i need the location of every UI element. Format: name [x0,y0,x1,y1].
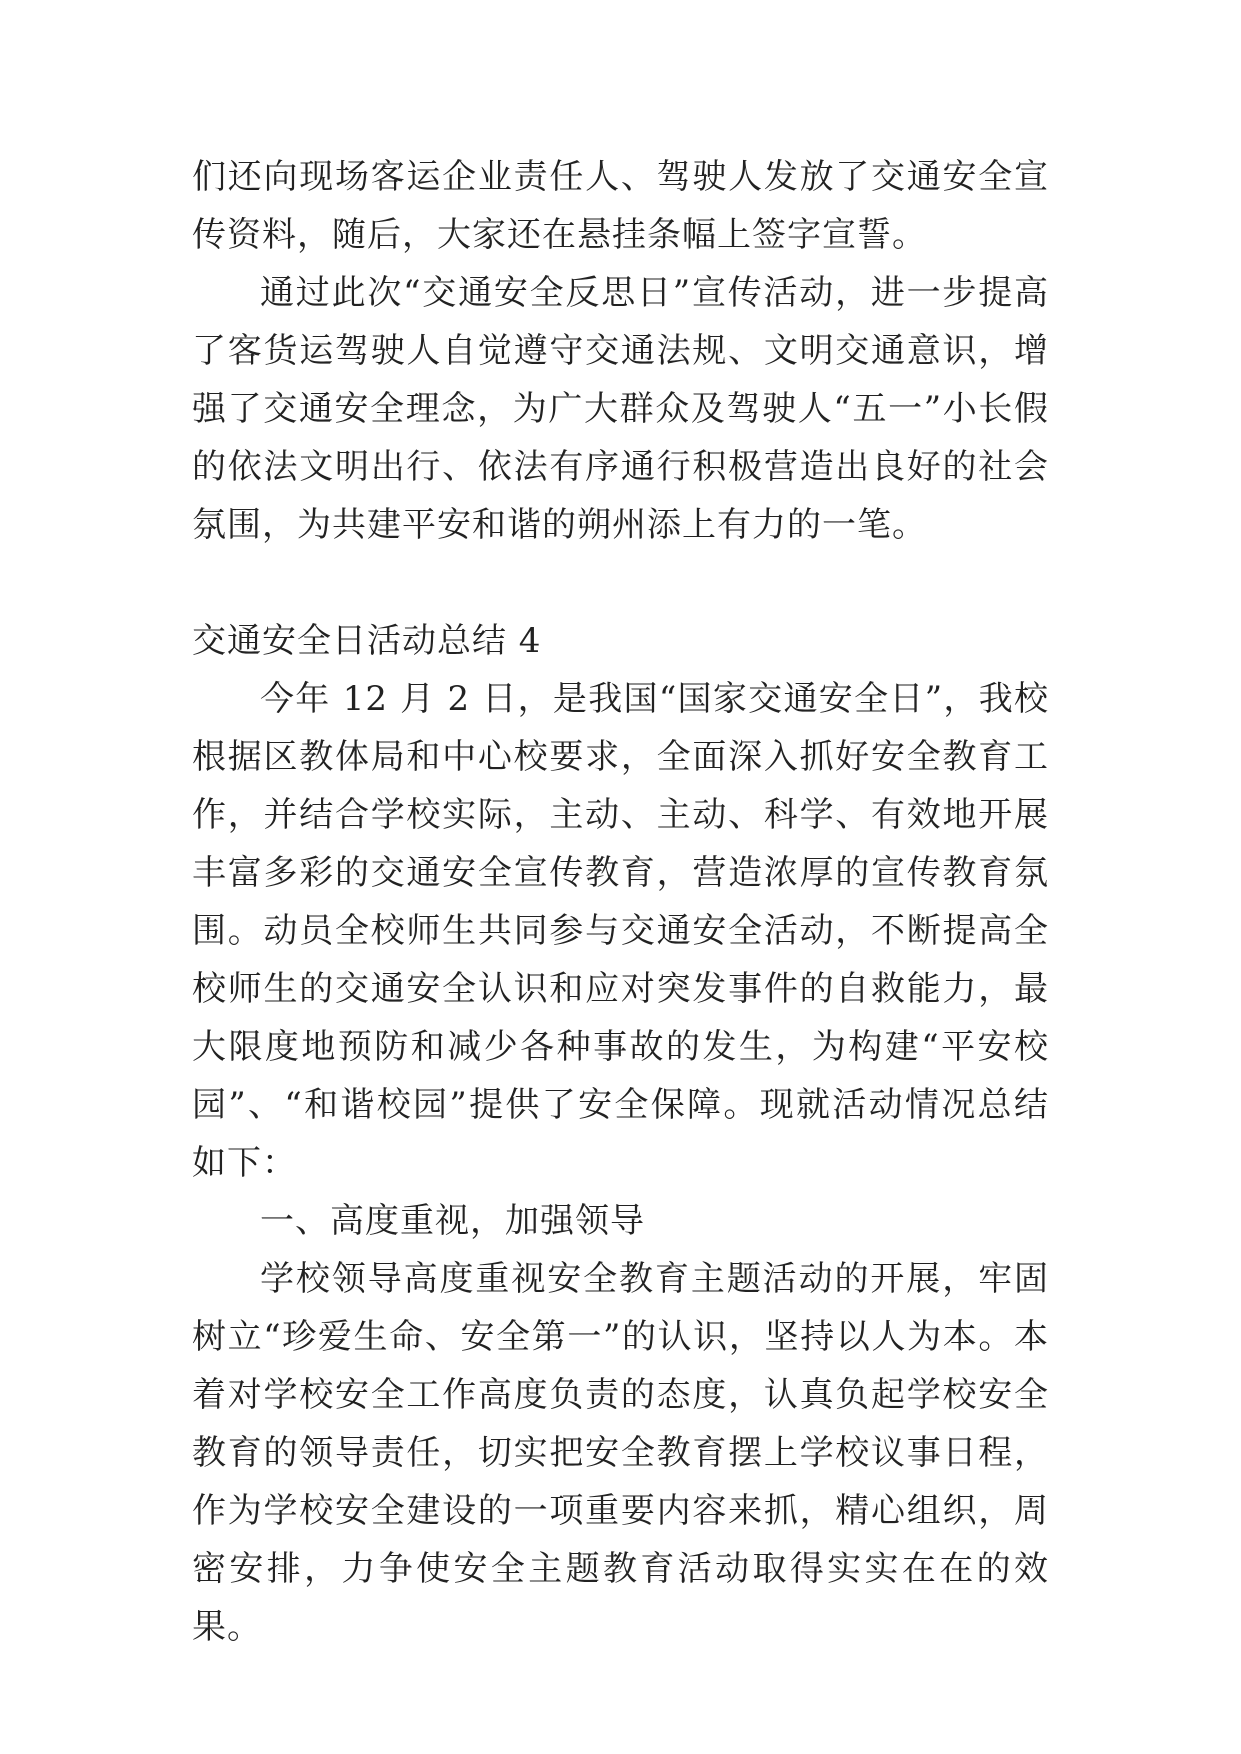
paragraph-continued: 们还向现场客运企业责任人、驾驶人发放了交通安全宣传资料，随后，大家还在悬挂条幅上签字宣誓。 [192,157,1049,255]
paragraph-intro: 今年 12 月 2 日，是我国“国家交通安全日”，我校根据区教体局和中心校要求，全面深入抓好安全教育工作，并结合学校实际，主动、主动、科学、有效地开展丰富多彩的交通安全宣传教育，营造浓厚的宣传教育氛围。动员全校师生共同参与交通安全活动，不断提高全校师生的交通安全认识和应对突发事件的自救能力，最大限度地预防和减少各种事故的发生，为构建“平安校园”、“和谐校园”提供了安全保障。现就活动情况总结如下： [192,679,1049,1183]
paragraph-leadership: 学校领导高度重视安全教育主题活动的开展，牢固树立“珍爱生命、安全第一”的认识，坚持以人为本。本着对学校安全工作高度负责的态度，认真负起学校安全教育的领导责任，切实把安全教育摆上学校议事日程，作为学校安全建设的一项重要内容来抓，精心组织，周密安排，力争使安全主题教育活动取得实实在在的效果。 [192,1259,1049,1647]
section-title: 交通安全日活动总结 4 [192,621,542,661]
document-page [192,148,1049,1656]
paragraph-reflection-day: 通过此次“交通安全反思日”宣传活动，进一步提高了客货运驾驶人自觉遵守交通法规、文明交通意识，增强了交通安全理念，为广大群众及驾驶人“五一”小长假的依法文明出行、依法有序通行积极营造出良好的社会氛围，为共建平安和谐的朔州添上有力的一笔。 [192,273,1049,545]
subheading-leadership: 一、高度重视，加强领导 [260,1201,645,1241]
